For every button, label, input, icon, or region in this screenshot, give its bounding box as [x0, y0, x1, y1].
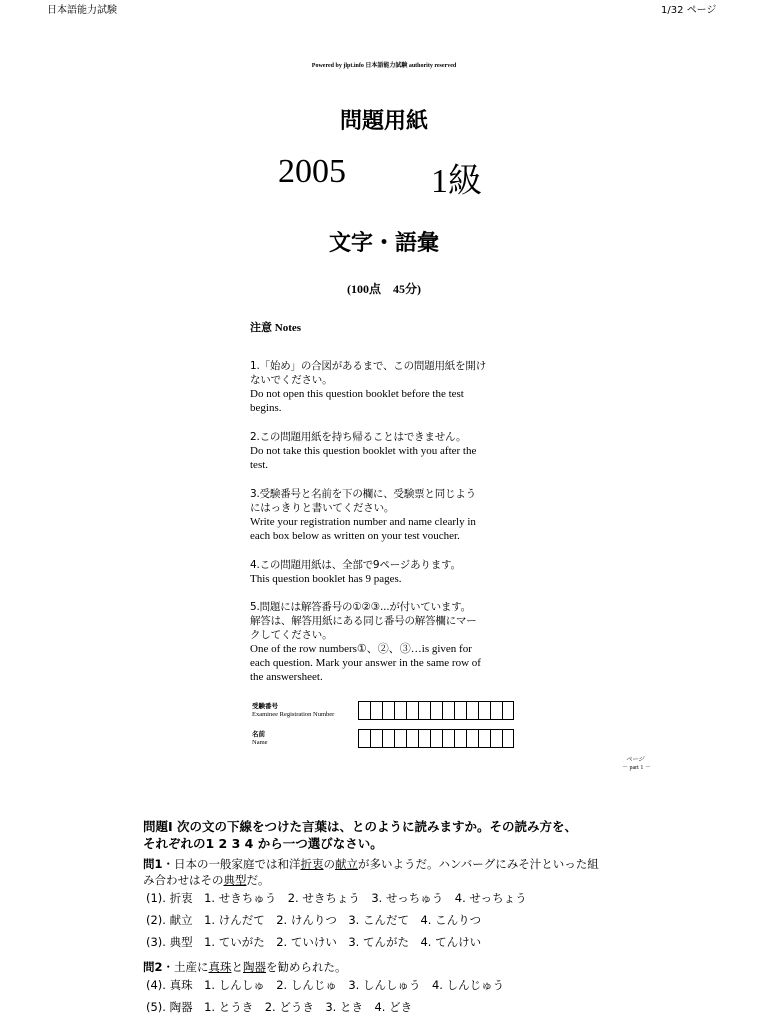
- exam-year: 2005: [278, 153, 346, 190]
- note-5: [250, 600, 525, 684]
- q2-text-mid: と: [231, 960, 244, 974]
- name-box[interactable]: [382, 729, 394, 748]
- q1-underline-2: 献立: [335, 857, 359, 871]
- name-box[interactable]: [454, 729, 466, 748]
- name-label-en: Name: [252, 739, 268, 746]
- q1-text-mid: の: [323, 857, 336, 871]
- q1-line2-post: だ。: [246, 873, 270, 887]
- reg-box[interactable]: [490, 701, 502, 720]
- name-box[interactable]: [502, 729, 514, 748]
- note-3-en1: Write your registration number and name clearly in: [250, 516, 476, 528]
- section-subtitle: 文字・語彙: [328, 231, 439, 256]
- header-left-title: 日本語能力試験: [47, 5, 117, 16]
- page-part: － part 1 －: [622, 765, 651, 771]
- q1-text-post: が多いようだ。ハンバーグにみそ汁といった組: [358, 857, 599, 871]
- note-1-jp2: ないでください。: [250, 374, 333, 386]
- question1-heading-line1: 問題Ⅰ 次の文の下線をつけた言葉は、とのように読みますか。その読み方を、: [143, 819, 578, 834]
- option-row: (4). 真珠 1. しんしゅ 2. しんじゅ 3. しんしゅう 4. しんじゅう: [146, 978, 505, 992]
- note-1-en2: begins.: [250, 402, 282, 414]
- note-1: [250, 359, 525, 415]
- registration-number-boxes[interactable]: [358, 701, 514, 720]
- name-box[interactable]: [406, 729, 418, 748]
- reg-box[interactable]: [370, 701, 382, 720]
- note-3: [250, 487, 525, 543]
- note-5-jp1: 5.問題には解答番号の①②③...が付いています。: [250, 601, 471, 613]
- q1-text-pre: ・日本の一般家庭では和洋: [162, 857, 301, 871]
- reg-box[interactable]: [394, 701, 406, 720]
- reg-box[interactable]: [406, 701, 418, 720]
- q1-line2-pre: み合わせはその: [143, 873, 224, 887]
- note-2-jp1: 2.この問題用紙を持ち帰ることはできません。: [250, 431, 467, 443]
- note-5-en1: One of the row numbers①、②、③…is given for: [250, 643, 472, 655]
- booklet-title: 問題用紙: [339, 109, 428, 134]
- registration-label-en: Examinee Registration Number: [252, 711, 335, 718]
- note-5-jp2: 解答は、解答用紙にある同じ番号の解答欄にマー: [250, 615, 477, 627]
- reg-box[interactable]: [502, 701, 514, 720]
- note-4: [250, 558, 525, 586]
- option-row: (2). 献立 1. けんだて 2. けんりつ 3. こんだて 4. こんりつ: [146, 913, 482, 927]
- note-4-en1: This question booklet has 9 pages.: [250, 573, 402, 585]
- note-3-en2: each box below as written on your test voucher.: [250, 530, 460, 542]
- reg-box[interactable]: [466, 701, 478, 720]
- points-time: (100点 45分): [347, 282, 421, 296]
- q1-underline-1: 折衷: [300, 857, 324, 871]
- note-1-jp1: 1.「始め」の合図があるまで、この問題用紙を開け: [250, 360, 487, 372]
- page-label: ページ: [626, 756, 644, 763]
- q1-label: 問1: [143, 857, 163, 871]
- name-boxes[interactable]: [358, 729, 514, 748]
- option-row: (5). 陶器 1. とうき 2. どうき 3. とき 4. どき: [146, 1000, 413, 1014]
- q2-underline-2: 陶器: [243, 960, 267, 974]
- name-label-jp: 名前: [252, 731, 265, 738]
- header-page-count: 1/32 ページ: [661, 5, 717, 16]
- note-2: [250, 430, 525, 472]
- note-4-jp1: 4.この問題用紙は、全部で9ページあります。: [250, 559, 461, 571]
- registration-label: [252, 703, 334, 719]
- name-box[interactable]: [394, 729, 406, 748]
- name-box[interactable]: [370, 729, 382, 748]
- question1-sub1: [143, 856, 599, 888]
- reg-box[interactable]: [454, 701, 466, 720]
- q2-text-post: を勧められた。: [266, 960, 347, 974]
- note-5-en2: each question. Mark your answer in the same row of: [250, 657, 481, 669]
- name-box[interactable]: [418, 729, 430, 748]
- powered-by-line: Powered by jlpt.info 日本語能力試験 authority reserved: [311, 63, 457, 69]
- name-box[interactable]: [430, 729, 442, 748]
- exam-grade: 1級: [431, 163, 482, 200]
- name-box[interactable]: [442, 729, 454, 748]
- option-row: (3). 典型 1. ていがた 2. ていけい 3. てんがた 4. てんけい: [146, 935, 482, 949]
- question1-heading-line2: それぞれの1 2 3 4 から一つ選びなさい。: [143, 836, 383, 851]
- reg-box[interactable]: [442, 701, 454, 720]
- note-3-jp1: 3.受験番号と名前を下の欄に、受験票と同じよう: [250, 488, 476, 500]
- note-2-en2: test.: [250, 459, 269, 471]
- name-box[interactable]: [490, 729, 502, 748]
- registration-label-jp: 受験番号: [252, 703, 278, 710]
- q2-underline-1: 真珠: [208, 960, 232, 974]
- reg-box[interactable]: [358, 701, 370, 720]
- name-box[interactable]: [466, 729, 478, 748]
- note-5-jp3: クしてください。: [250, 629, 333, 641]
- q1-underline-3: 典型: [223, 873, 247, 887]
- note-3-jp2: にはっきりと書いてください。: [250, 502, 395, 514]
- question1-sub2: [143, 959, 347, 975]
- note-2-en1: Do not take this question booklet with you after the: [250, 445, 477, 457]
- notes-heading: 注意 Notes: [250, 322, 302, 334]
- note-5-en3: the answersheet.: [250, 671, 323, 683]
- q2-text-pre: ・土産に: [162, 960, 209, 974]
- reg-box[interactable]: [430, 701, 442, 720]
- q2-label: 問2: [143, 960, 163, 974]
- note-1-en1: Do not open this question booklet before the test: [250, 388, 464, 400]
- name-box[interactable]: [478, 729, 490, 748]
- reg-box[interactable]: [382, 701, 394, 720]
- name-label: [252, 731, 268, 747]
- reg-box[interactable]: [478, 701, 490, 720]
- name-box[interactable]: [358, 729, 370, 748]
- option-row: (1). 折衷 1. せきちゅう 2. せきちょう 3. せっちゅう 4. せっちょう: [146, 891, 527, 905]
- reg-box[interactable]: [418, 701, 430, 720]
